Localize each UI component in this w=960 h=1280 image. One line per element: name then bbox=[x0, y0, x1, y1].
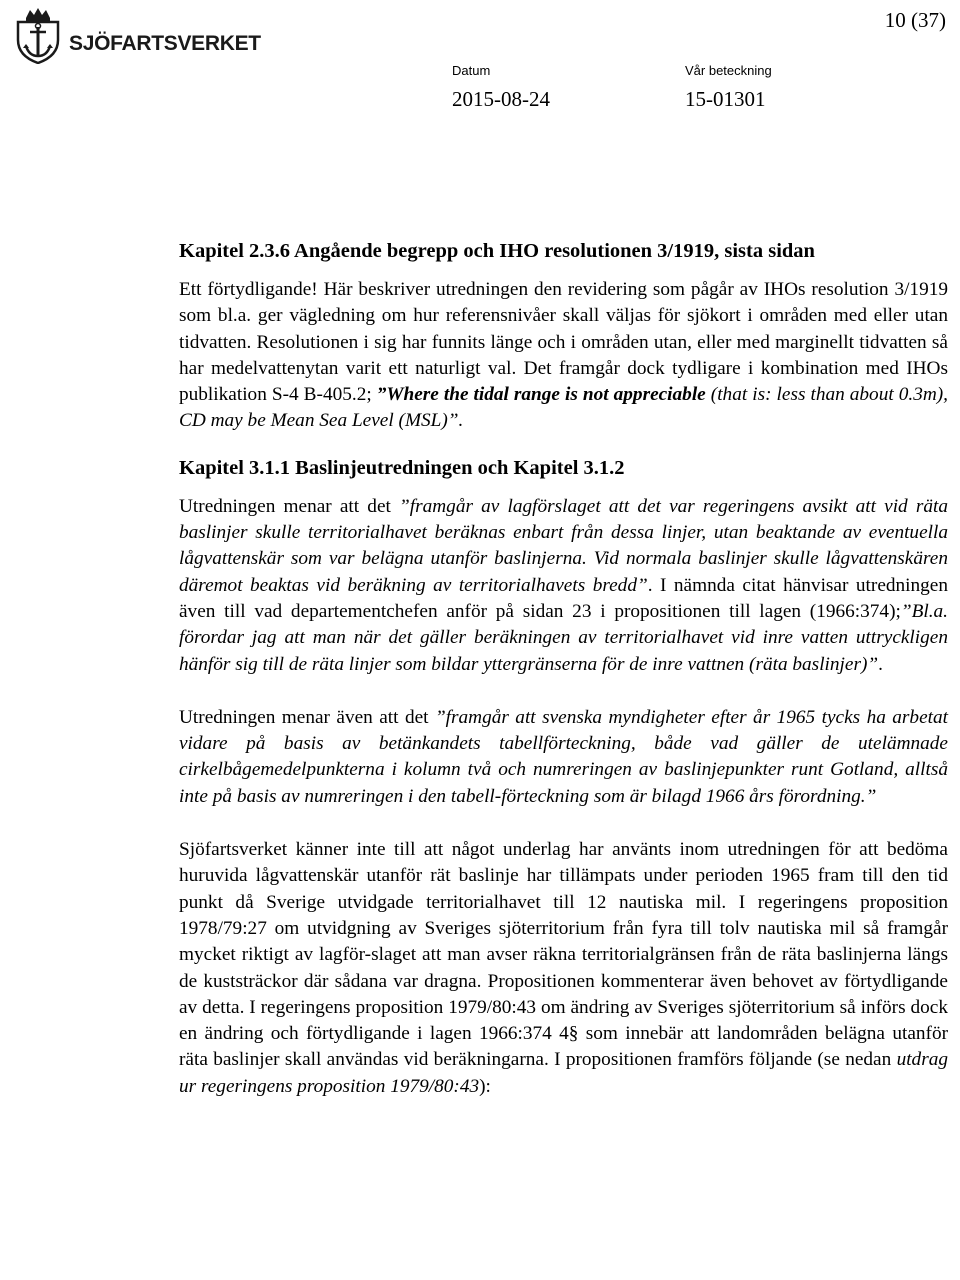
paragraph-text: ): bbox=[479, 1075, 491, 1097]
date-label: Datum bbox=[452, 63, 491, 78]
paragraph-text: Ett förtydligande! Här beskriver utredningen den revidering som pågår av IHOs resolution 3/1919 som bl.a. ger vägledning om hur referensnivåer skall väljas för sjökort i områden med eller utan tidvatten. Resolutionen i sig har funnits länge och i områden utan, eller med marginellt tidvatten så har medelvattenytan varit ett naturligt val. Det framgår dock tydligare i kombination med IHOs publikation S-4 B-405.2; bbox=[179, 279, 948, 406]
quoted-text: (that is: less than about 0.3m), CD may be Mean Sea Level (MSL)”. bbox=[179, 384, 948, 432]
section-3-1-paragraph-1 bbox=[179, 494, 948, 678]
section-3-1-paragraph-2 bbox=[179, 705, 948, 810]
paragraph-text: Utredningen menar även att det bbox=[179, 706, 435, 728]
section-heading-2-3-6: Kapitel 2.3.6 Angående begrepp och IHO resolutionen 3/1919, sista sidan bbox=[179, 240, 815, 262]
quoted-text: ”framgår att svenska myndigheter efter år 1965 tycks ha arbetat vidare på basis av betänkandets tabellförteckning, både vad gäller de utelämnade cirkelbågemedelpunkterna i kolumn två och numreringen av baslinjepunkter runt Gotland, alltså inte på basis av numreringen i den tabell-förteckning som är bilagd 1966 års förordning.” bbox=[179, 706, 948, 807]
date-value: 2015-08-24 bbox=[452, 87, 550, 111]
reference-value: 15-01301 bbox=[685, 87, 766, 111]
section-3-1-paragraph-3 bbox=[179, 837, 948, 1100]
quoted-text: ”framgår av lagförslaget att det var regeringens avsikt att vid räta baslinjer skulle territorialhavet beräknas enbart från dessa linjer, utan beaktande av eventuella lågvattenskär som var belägna utanför baslinjerna. Vid normala baslinjer skulle lågvattenskären däremot beaktas vid beräkning av territorialhavets bredd” bbox=[179, 495, 948, 596]
page-number: 10 (37) bbox=[884, 8, 946, 32]
section-2-3-6-paragraph bbox=[179, 277, 948, 435]
crown-anchor-emblem-icon bbox=[12, 6, 64, 64]
paragraph-text: . I nämnda citat hänvisar utredningen även till vad departementchefen anför på sidan 23 i propositionen till lagen (1966:374); bbox=[179, 574, 948, 622]
paragraph-text: Utredningen menar att det bbox=[179, 495, 400, 517]
reference-label: Vår beteckning bbox=[685, 63, 772, 78]
document-body bbox=[179, 238, 948, 1100]
quoted-text-bold: ”Where the tidal range is not appreciable bbox=[376, 384, 706, 406]
paragraph-text: . bbox=[878, 653, 883, 675]
paragraph-text: Sjöfartsverket känner inte till att något underlag har använts inom utredningen för att bedöma huruvida lågvattenskär utanför rät baslinje har tillämpats under perioden 1965 fram till den tid punkt då Sverige utvidgade territorialhavet till 12 nautiska mil. I regeringens proposition 1978/79:27 om utvidgning av Sveriges sjöterritorium från fyra till tolv nautiska mil så framgår mycket riktigt av lagför-slaget att man avser räkna territorialgränsen från de räta baslinjerna längs de kuststräckor där sådana var dragna. Propositionen kommenterar även behovet av förtydligande av detta. I regeringens proposition 1979/80:43 om ändring av Sveriges sjöterritorium så införs dock en ändring och förtydligande i lagen 1966:374 4§ som innebär att landområden belägna utanför räta baslinjer skall användas vid beräkningarna. I propositionen framförs följande (se nedan bbox=[179, 839, 948, 1071]
sjofartsverket-logo bbox=[12, 6, 261, 64]
section-heading-3-1-1: Kapitel 3.1.1 Baslinjeutredningen och Kapitel 3.1.2 bbox=[179, 456, 625, 479]
logo-wordmark: SJÖFARTSVERKET bbox=[69, 32, 261, 55]
quoted-text: ”Bl.a. förordar jag att man när det gäller beräkningen av territorialhavet vid inre vatten uttryckligen hänför sig till de räta linjer som bildar yttergränserna för de inre vattnen (räta baslinjer)” bbox=[179, 600, 948, 675]
proposition-reference: utdrag ur regeringens proposition 1979/80:43 bbox=[179, 1049, 948, 1097]
